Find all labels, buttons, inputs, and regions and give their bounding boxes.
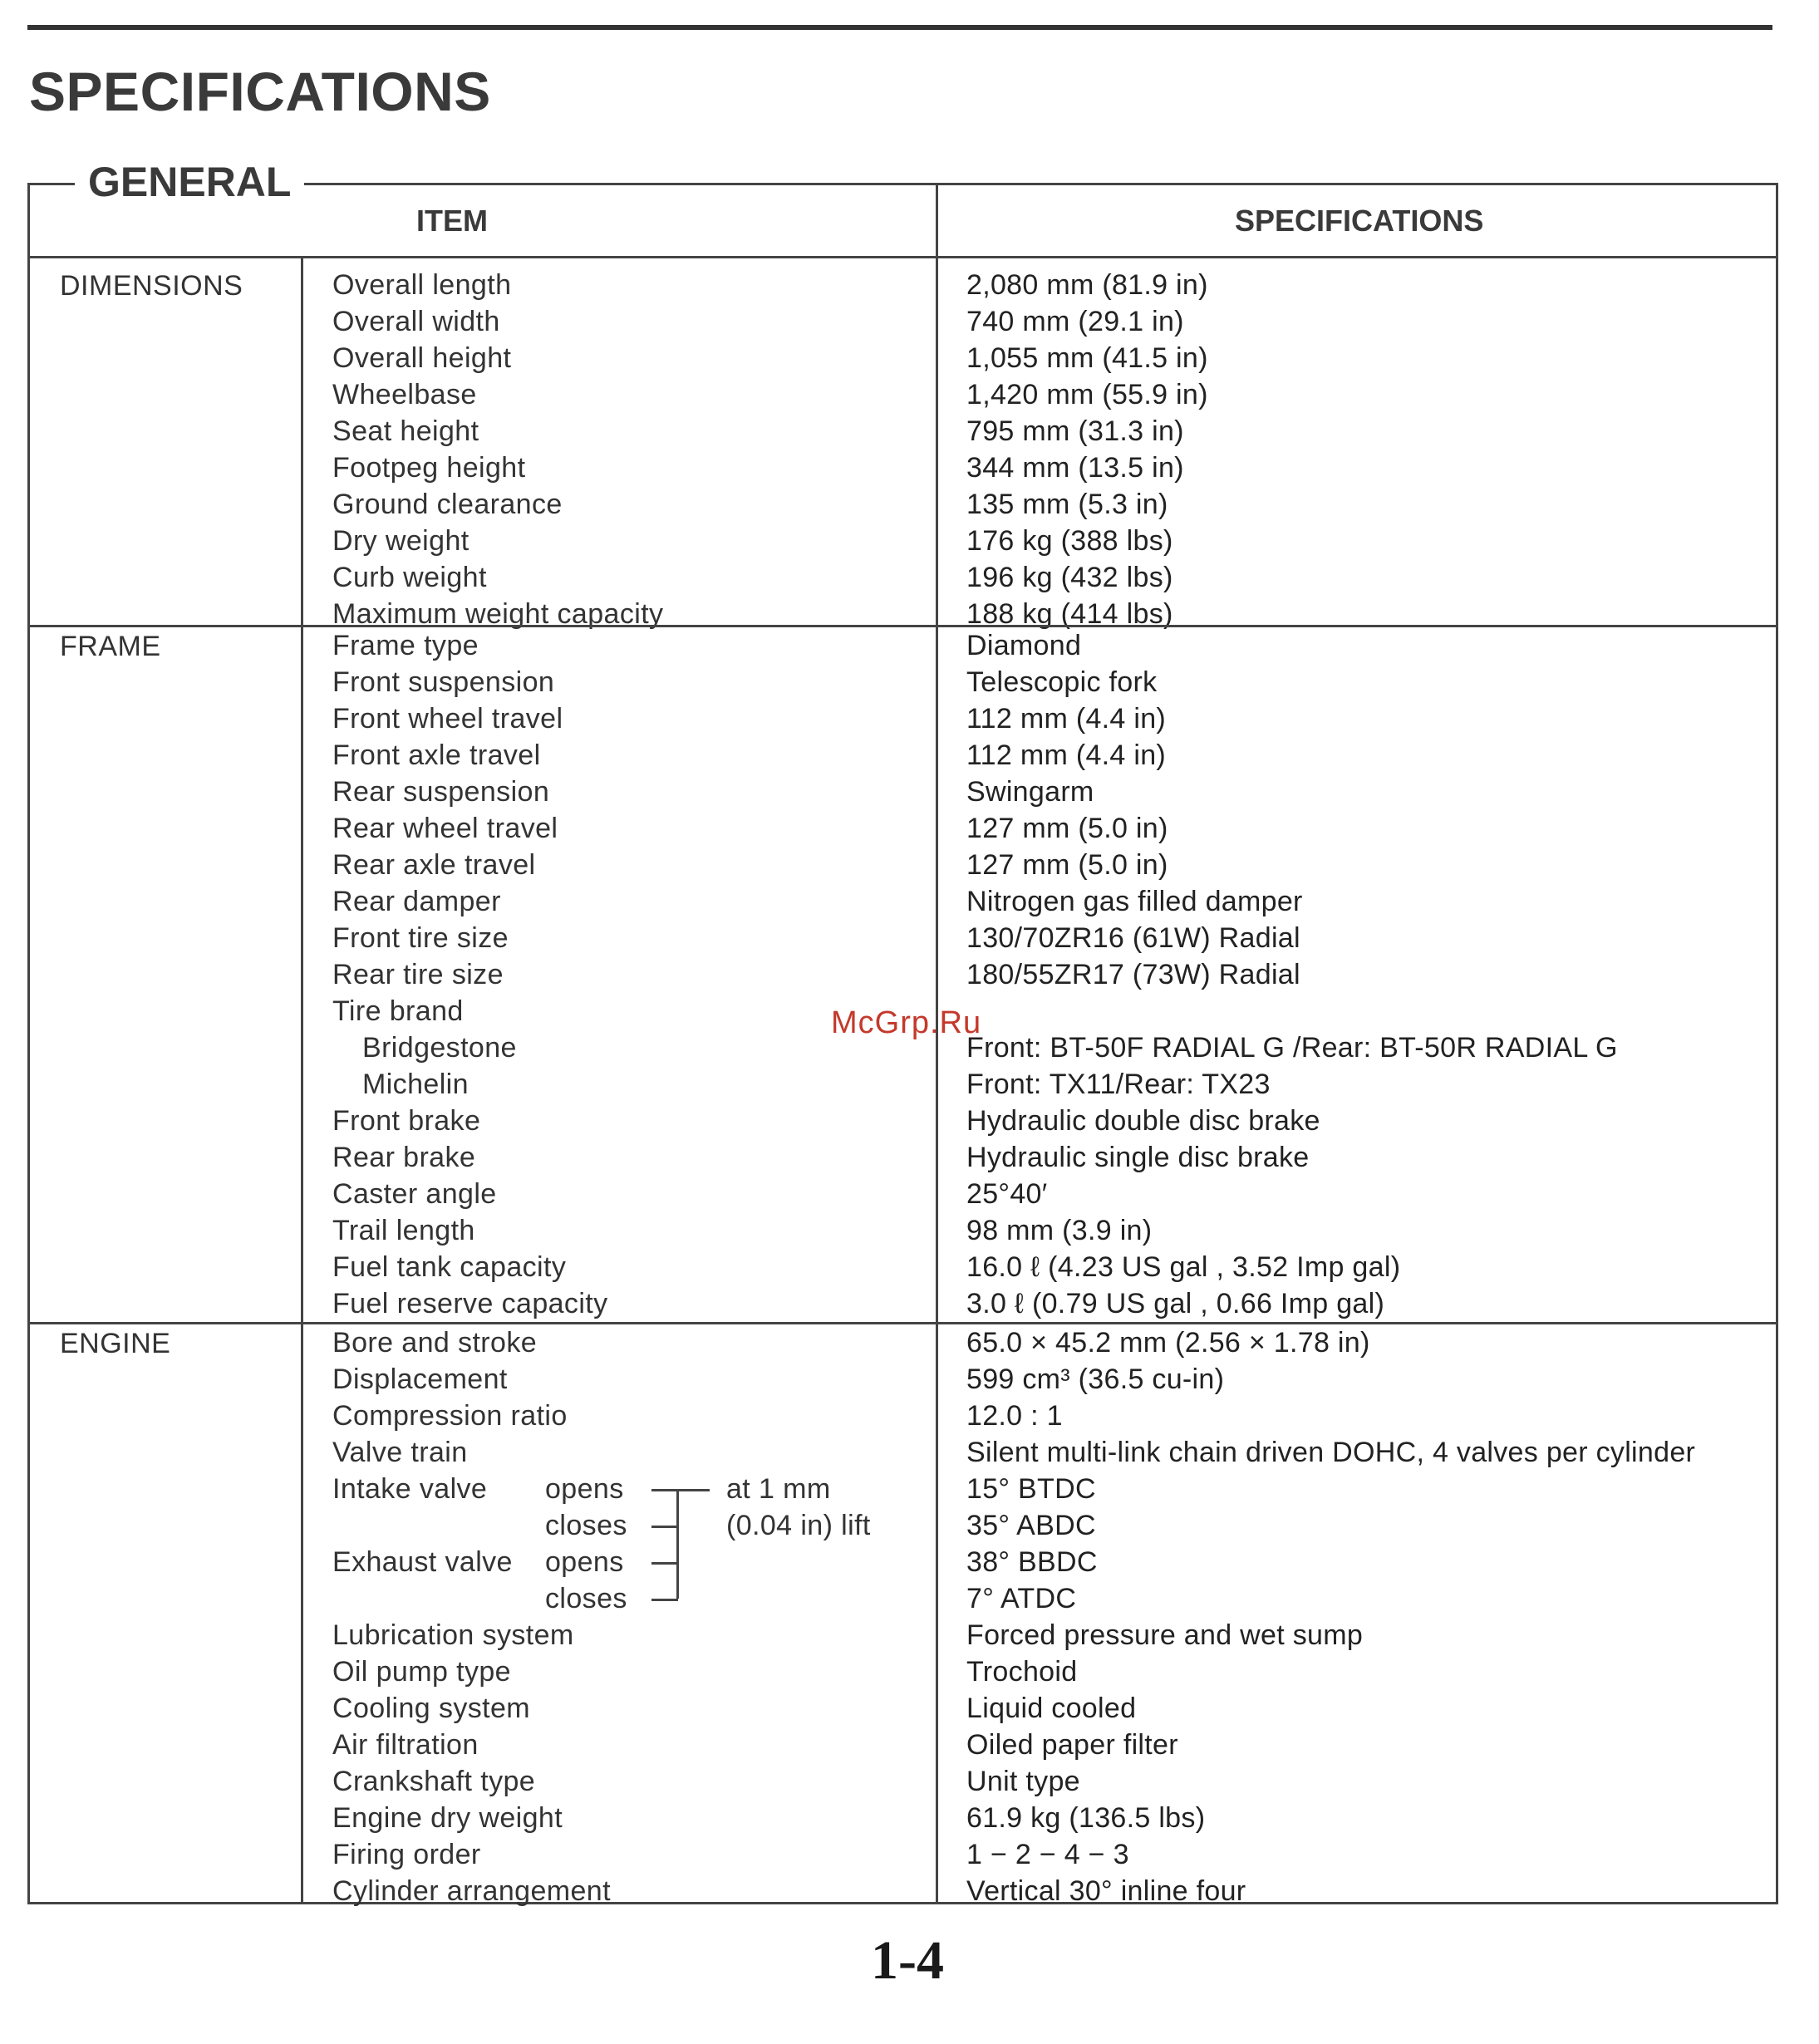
valve-lift-note-2: (0.04 in) lift: [726, 1510, 871, 1541]
spec-value: Diamond: [966, 630, 1082, 661]
table-row: [30, 340, 1776, 376]
table-row: [30, 1763, 1776, 1800]
spec-value: 3.0 ℓ (0.79 US gal , 0.66 Imp gal): [966, 1288, 1385, 1319]
category-engine: ENGINE: [60, 1328, 171, 1359]
spec-value: 38° BBDC: [966, 1546, 1098, 1578]
item-label: Front tire size: [332, 922, 509, 954]
page-title: SPECIFICATIONS: [29, 61, 491, 122]
spec-value: 7° ATDC: [966, 1583, 1077, 1614]
spec-value: 12.0 : 1: [966, 1400, 1063, 1432]
table-row: [30, 376, 1776, 413]
valve-bracket-tick: [651, 1526, 678, 1528]
table-row: [30, 810, 1776, 847]
item-label: Rear brake: [332, 1142, 476, 1173]
item-label: Air filtration: [332, 1729, 479, 1761]
spec-value: 740 mm (29.1 in): [966, 306, 1184, 337]
spec-value: Front: BT-50F RADIAL G /Rear: BT-50R RADIAL G: [966, 1032, 1618, 1064]
spec-value: 180/55ZR17 (73W) Radial: [966, 959, 1300, 990]
table-row: [30, 1212, 1776, 1249]
item-label: Firing order: [332, 1839, 481, 1870]
item-label: Rear wheel travel: [332, 813, 558, 844]
table-row: [30, 1690, 1776, 1727]
item-label: Overall width: [332, 306, 500, 337]
item-label: Valve train: [332, 1437, 468, 1468]
item-label: Rear damper: [332, 886, 501, 917]
table-row: [30, 413, 1776, 450]
spec-value: 15° BTDC: [966, 1473, 1096, 1505]
table-row: [30, 1398, 1776, 1434]
table-row: [30, 1434, 1776, 1471]
spec-value: 65.0 × 45.2 mm (2.56 × 1.78 in): [966, 1327, 1370, 1359]
specifications-table: [27, 183, 1778, 1907]
table-row: [30, 450, 1776, 486]
spec-value: Unit type: [966, 1766, 1080, 1797]
spec-value: 344 mm (13.5 in): [966, 452, 1184, 484]
item-label: Trail length: [332, 1215, 475, 1246]
table-row: [30, 267, 1776, 303]
spec-column-header: SPECIFICATIONS: [1235, 204, 1484, 238]
table-row: [30, 1324, 1776, 1361]
spec-value: Hydraulic single disc brake: [966, 1142, 1310, 1173]
item-label: Wheelbase: [332, 379, 477, 410]
table-row: [30, 1507, 1776, 1544]
item-label: Bridgestone: [362, 1032, 517, 1064]
spec-value: Silent multi-link chain driven DOHC, 4 valves per cylinder: [966, 1437, 1696, 1468]
item-label: Engine dry weight: [332, 1802, 563, 1834]
item-label: Curb weight: [332, 562, 487, 593]
item-label: Oil pump type: [332, 1656, 511, 1688]
item-label: Rear tire size: [332, 959, 504, 990]
item-label: Tire brand: [332, 995, 464, 1027]
section-label-general: GENERAL: [75, 158, 304, 206]
item-label: Footpeg height: [332, 452, 526, 484]
table-row: [30, 956, 1776, 993]
spec-value: Oiled paper filter: [966, 1729, 1178, 1761]
spec-value: Swingarm: [966, 776, 1094, 808]
spec-value: 25°40′: [966, 1178, 1048, 1210]
table-row: [30, 1361, 1776, 1398]
valve-bracket-vertical: [676, 1489, 679, 1599]
table-row: [30, 847, 1776, 883]
spec-value: 1,055 mm (41.5 in): [966, 342, 1208, 374]
valve-lift-note-1: at 1 mm: [726, 1473, 831, 1505]
spec-value: 176 kg (388 lbs): [966, 525, 1173, 557]
table-row: [30, 303, 1776, 340]
spec-value: Front: TX11/Rear: TX23: [966, 1069, 1271, 1100]
spec-value: Hydraulic double disc brake: [966, 1105, 1320, 1137]
table-row: [30, 1139, 1776, 1176]
item-label: Intake valve: [332, 1473, 488, 1505]
item-label: Fuel reserve capacity: [332, 1288, 608, 1319]
table-row: [30, 1544, 1776, 1580]
intake-closes-label: closes: [545, 1510, 627, 1541]
spec-value: Forced pressure and wet sump: [966, 1619, 1364, 1651]
table-row: [30, 559, 1776, 596]
exhaust-opens-label: opens: [545, 1546, 624, 1578]
table-row: [30, 627, 1776, 664]
top-rule: [27, 25, 1772, 30]
table-row: [30, 1066, 1776, 1103]
spec-value: 599 cm³ (36.5 cu-in): [966, 1363, 1225, 1395]
table-row: [30, 1249, 1776, 1285]
spec-value: 130/70ZR16 (61W) Radial: [966, 922, 1300, 954]
item-label: Lubrication system: [332, 1619, 574, 1651]
spec-value: 127 mm (5.0 in): [966, 813, 1168, 844]
spec-value: Trochoid: [966, 1656, 1078, 1688]
table-row: [30, 700, 1776, 737]
item-label: Ground clearance: [332, 489, 563, 520]
spec-value: 795 mm (31.3 in): [966, 415, 1184, 447]
dimensions-section: [30, 258, 1776, 630]
watermark: McGrp.Ru: [831, 1005, 982, 1040]
item-label: Bore and stroke: [332, 1327, 538, 1359]
item-label: Overall height: [332, 342, 512, 374]
item-label: Dry weight: [332, 525, 469, 557]
table-row: [30, 1103, 1776, 1139]
table-row: [30, 1836, 1776, 1873]
item-label: Front axle travel: [332, 739, 541, 771]
table-row: [30, 1285, 1776, 1322]
table-row: [30, 920, 1776, 956]
spec-value: 61.9 kg (136.5 lbs): [966, 1802, 1206, 1834]
item-label: Front wheel travel: [332, 703, 563, 735]
table-row: [30, 1617, 1776, 1653]
engine-section: [30, 1322, 1776, 1907]
table-row: [30, 1727, 1776, 1763]
table-row: [30, 1580, 1776, 1617]
item-label: Caster angle: [332, 1178, 497, 1210]
item-label: Compression ratio: [332, 1400, 568, 1432]
item-label: Cooling system: [332, 1693, 531, 1724]
table-row: [30, 664, 1776, 700]
spec-value: 127 mm (5.0 in): [966, 849, 1168, 881]
spec-value: 16.0 ℓ (4.23 US gal , 3.52 Imp gal): [966, 1251, 1401, 1283]
valve-bracket-tick: [651, 1562, 678, 1565]
table-row: [30, 523, 1776, 559]
table-row: [30, 486, 1776, 523]
category-frame: FRAME: [60, 631, 161, 662]
valve-bracket-tick: [651, 1599, 678, 1601]
item-label: Frame type: [332, 630, 479, 661]
intake-opens-label: opens: [545, 1473, 624, 1505]
item-label: Michelin: [362, 1069, 469, 1100]
table-row: [30, 1176, 1776, 1212]
category-dimensions: DIMENSIONS: [60, 270, 243, 302]
spec-value: 112 mm (4.4 in): [966, 739, 1167, 771]
table-row: [30, 1873, 1776, 1909]
spec-value: Telescopic fork: [966, 666, 1158, 698]
exhaust-closes-label: closes: [545, 1583, 627, 1614]
item-label: Exhaust valve: [332, 1546, 513, 1578]
frame-section: [30, 625, 1776, 1322]
item-label: Maximum weight capacity: [332, 598, 664, 630]
table-row: [30, 1800, 1776, 1836]
table-row: [30, 1471, 1776, 1507]
item-column-header: ITEM: [416, 204, 488, 238]
table-row: [30, 1653, 1776, 1690]
spec-value: 2,080 mm (81.9 in): [966, 269, 1208, 301]
spec-value: 1 − 2 − 4 − 3: [966, 1839, 1129, 1870]
item-label: Overall length: [332, 269, 512, 301]
spec-value: Nitrogen gas filled damper: [966, 886, 1303, 917]
item-label: Cylinder arrangement: [332, 1875, 611, 1907]
spec-value: 196 kg (432 lbs): [966, 562, 1173, 593]
spec-value: 98 mm (3.9 in): [966, 1215, 1153, 1246]
spec-value: 188 kg (414 lbs): [966, 598, 1173, 630]
spec-value: 1,420 mm (55.9 in): [966, 379, 1208, 410]
item-label: Fuel tank capacity: [332, 1251, 567, 1283]
table-row: [30, 737, 1776, 774]
page-number: 1-4: [871, 1930, 944, 1991]
table-row: [30, 774, 1776, 810]
valve-bracket-tick: [651, 1489, 710, 1491]
table-row: [30, 883, 1776, 920]
item-label: Front suspension: [332, 666, 555, 698]
spec-value: Vertical 30° inline four: [966, 1875, 1246, 1907]
spec-value: 112 mm (4.4 in): [966, 703, 1167, 735]
item-label: Crankshaft type: [332, 1766, 536, 1797]
spec-value: Liquid cooled: [966, 1693, 1137, 1724]
item-label: Front brake: [332, 1105, 481, 1137]
spec-value: 35° ABDC: [966, 1510, 1096, 1541]
item-label: Rear suspension: [332, 776, 550, 808]
spec-value: 135 mm (5.3 in): [966, 489, 1168, 520]
item-label: Rear axle travel: [332, 849, 536, 881]
item-label: Displacement: [332, 1363, 508, 1395]
item-label: Seat height: [332, 415, 479, 447]
